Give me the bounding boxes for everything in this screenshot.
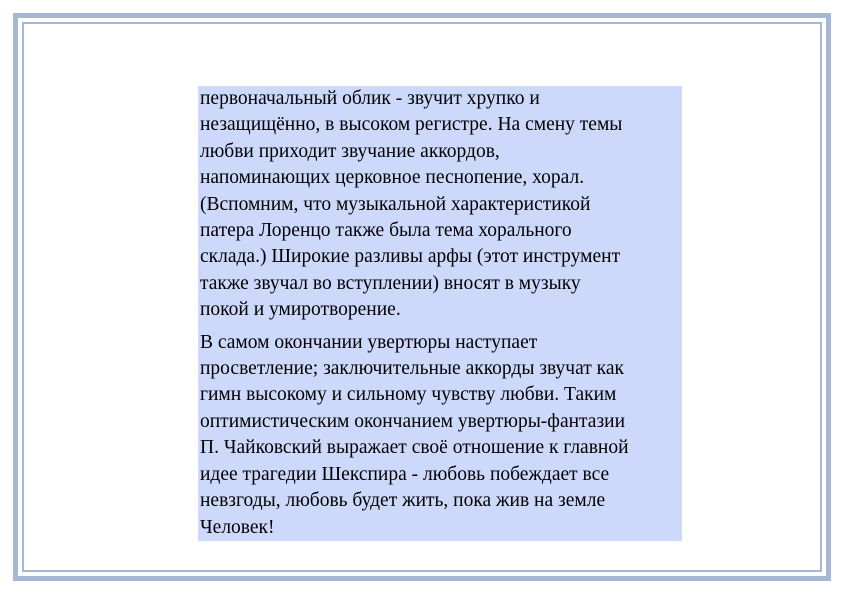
paragraph-2: [200, 330, 680, 541]
text-line: первоначальный облик - звучит хрупко и: [200, 88, 540, 109]
text-line: любви приходит звучание аккордов,: [200, 140, 500, 162]
text-line: склада.) Широкие разливы арфы (этот инструмент: [200, 246, 621, 268]
text-line: В самом окончании увертюры наступает: [200, 331, 538, 353]
paragraph-1: [200, 86, 680, 324]
text-line: просветление; заключительные аккорды звучат как: [200, 358, 624, 380]
text-line: идее трагедии Шекспира - любовь побеждает все: [200, 463, 610, 485]
text-line: оптимистическим окончанием увертюры-фантазии: [200, 410, 626, 432]
text-line: незащищённо, в высоком регистре. На смену темы: [200, 114, 623, 136]
text-line: П. Чайковский выражает своё отношение к главной: [200, 437, 629, 459]
text-line: покой и умиротворение.: [200, 299, 401, 321]
text-line: Человек!: [200, 516, 275, 538]
text-line: невзгоды, любовь будет жить, пока жив на земле: [200, 490, 606, 512]
text-line: напоминающих церковное песнопение, хорал.: [200, 167, 585, 189]
text-block: [198, 86, 682, 541]
text-line: патера Лоренцо также была тема хорального: [200, 220, 572, 242]
text-line: также звучал во вступлении) вносят в музыку: [200, 272, 581, 294]
text-line: гимн высокому и сильному чувству любви. Таким: [200, 384, 617, 406]
text-line: (Вспомним, что музыкальной характеристикой: [200, 193, 591, 215]
